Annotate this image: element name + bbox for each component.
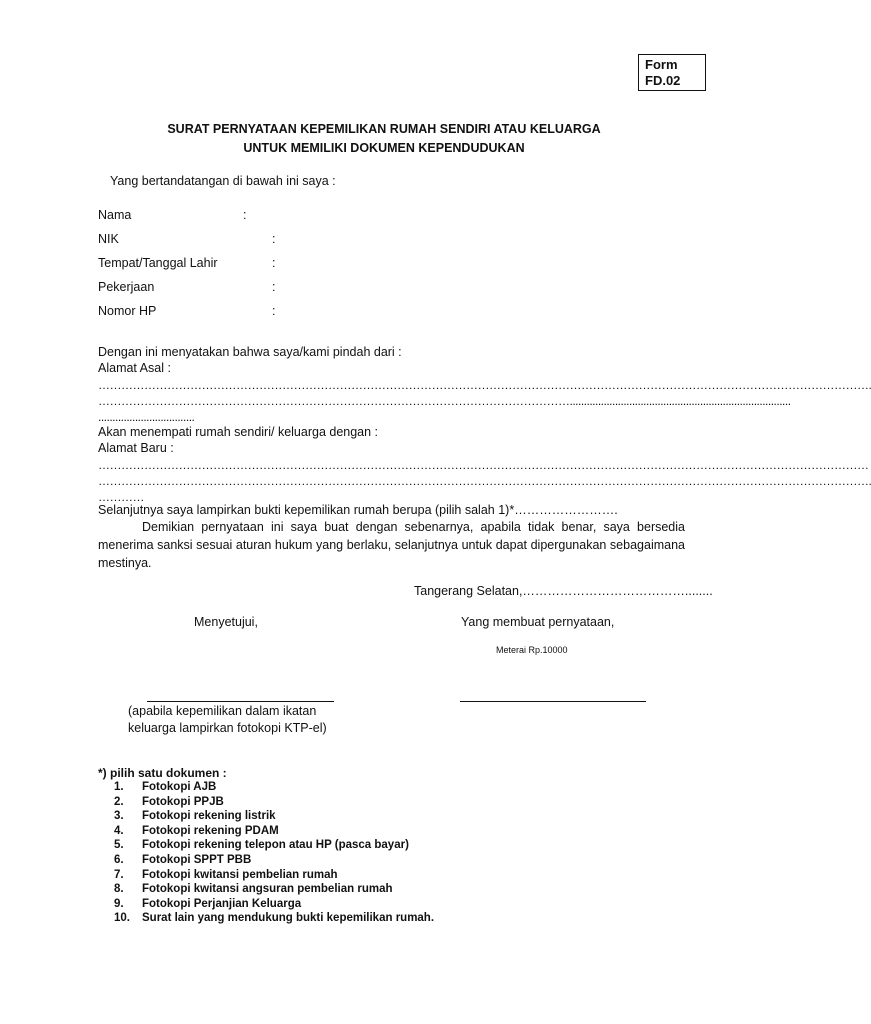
list-item-number: 2. (114, 795, 124, 808)
field-colon-nama: : (243, 208, 247, 222)
form-code-box (638, 54, 706, 91)
declaration-paragraph: Demikian pernyataan ini saya buat dengan sebenarnya, apabila tidak benar, saya bersedia menerima sanksi sesuai aturan hukum yang berlaku, selanjutnya untuk dapat dipergunakan sebagaimana mestinya. (98, 520, 685, 570)
address-new-dots-line-2: …………………………………………………………………………………………………………………………………………………………………………………. (98, 474, 871, 488)
list-item-text: Fotokopi AJB (142, 781, 217, 793)
address-old-dots-line-3: .................................. (98, 410, 195, 424)
field-colon-tempat-tanggal-lahir: : (272, 256, 276, 270)
address-old-dots-line-1: …………………………………………………………………………………………………………………………………………………………………………………. (98, 378, 871, 392)
list-item-text: Fotokopi Perjanjian Keluarga (142, 897, 302, 910)
field-label-nik: NIK (98, 232, 119, 246)
list-item-text: Fotokopi SPPT PBB (142, 853, 252, 866)
address-new-label: Alamat Baru : (98, 441, 174, 455)
field-colon-nomor-hp: : (272, 304, 276, 318)
list-item-text: Fotokopi rekening PDAM (142, 824, 279, 837)
list-item (114, 809, 434, 824)
declarant-signature-line (460, 701, 646, 702)
declarant-label: Yang membuat pernyataan, (461, 615, 615, 629)
field-label-nomor-hp: Nomor HP (98, 304, 157, 318)
list-item (114, 868, 434, 883)
list-item-number: 1. (114, 781, 124, 793)
place-date: Tangerang Selatan,…………………………………........ (414, 584, 713, 598)
list-item-number: 3. (114, 810, 124, 823)
list-item-text: Fotokopi rekening telepon atau HP (pasca bayar) (142, 839, 409, 852)
list-item-number: 4. (114, 824, 124, 837)
documents-list (114, 780, 434, 926)
list-item (114, 897, 434, 912)
address-new-dots-line-1: ………………………………………………………………………………………………………………………………………………………………………………… (98, 458, 869, 472)
approver-signature-line (147, 701, 334, 702)
statement-occupy: Akan menempati rumah sendiri/ keluarga dengan : (98, 425, 379, 439)
list-item-number: 6. (114, 853, 124, 866)
field-label-tempat-tanggal-lahir: Tempat/Tanggal Lahir (98, 256, 218, 270)
approver-note-line-1: (apabila kepemilikan dalam ikatan (128, 704, 317, 718)
field-label-pekerjaan: Pekerjaan (98, 280, 155, 294)
list-item-number: 7. (114, 868, 124, 881)
list-item-text: Fotokopi kwitansi pembelian rumah (142, 868, 338, 881)
list-item (114, 882, 434, 897)
list-item-number: 8. (114, 883, 124, 896)
list-item-number: 9. (114, 897, 124, 910)
documents-note: *) pilih satu dokumen : (98, 766, 227, 780)
form-code-line-2: FD.02 (645, 73, 681, 88)
address-old-dots-line-2: …………………………………………………………………………………………………………….............................................................................. (98, 394, 791, 408)
intro-text: Yang bertandatangan di bawah ini saya : (110, 174, 336, 188)
statement-move: Dengan ini menyatakan bahwa saya/kami pindah dari : (98, 345, 402, 359)
list-item-number: 10. (114, 912, 130, 925)
list-item (114, 780, 434, 795)
list-item (114, 824, 434, 839)
list-item (114, 911, 434, 926)
address-old-label: Alamat Asal : (98, 361, 171, 375)
list-item (114, 853, 434, 868)
stamp-note: Meterai Rp.10000 (496, 645, 568, 655)
list-item (114, 795, 434, 810)
list-item (114, 838, 434, 853)
field-colon-pekerjaan: : (272, 280, 276, 294)
field-colon-nik: : (272, 232, 276, 246)
list-item-text: Surat lain yang mendukung bukti kepemilikan rumah. (142, 912, 435, 925)
approver-label: Menyetujui, (194, 615, 258, 629)
list-item-text: Fotokopi PPJB (142, 795, 224, 808)
document-title-line-2: UNTUK MEMILIKI DOKUMEN KEPENDUDUKAN (243, 141, 525, 155)
form-code-line-1: Form (645, 57, 678, 72)
attachment-statement: Selanjutnya saya lampirkan bukti kepemilikan rumah berupa (pilih salah 1)*……………………. (98, 503, 618, 517)
field-label-nama: Nama (98, 208, 132, 222)
list-item-text: Fotokopi rekening listrik (142, 810, 276, 823)
address-new-dots-line-3: ………… (98, 490, 144, 504)
list-item-text: Fotokopi kwitansi angsuran pembelian rumah (142, 883, 393, 896)
approver-note-line-2: keluarga lampirkan fotokopi KTP-el) (128, 721, 327, 735)
document-title-line-1: SURAT PERNYATAAN KEPEMILIKAN RUMAH SENDIRI ATAU KELUARGA (167, 122, 601, 136)
list-item-number: 5. (114, 839, 124, 852)
